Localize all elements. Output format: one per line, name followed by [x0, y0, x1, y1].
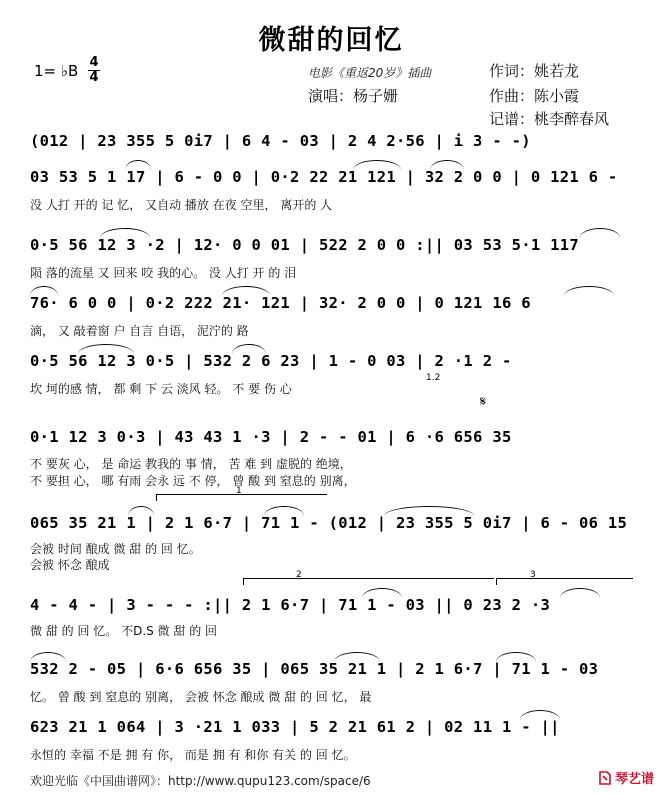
notation-row-7: 4 - 4 - | 3 - - - :|| 2 1 6·7 | 71 1 - 03 || 0 23 2 ·3 — [30, 596, 551, 614]
volta-2-bracket — [243, 578, 494, 585]
notation-row-2: 0·5 56 12 3 ·2 | 12· 0 0 01 | 522 2 0 0 :|| 03 53 5·1 117 — [30, 236, 580, 254]
transcriber-credit: 记谱：桃李醉春风 — [489, 110, 610, 128]
lyric-row-3-verse-1: 滴， 又 敲着窗 户 自言 自语， 泥泞的 路 — [30, 324, 249, 338]
slur-mark — [30, 652, 66, 662]
slur-mark — [100, 228, 150, 238]
time-signature-top: 4 — [89, 55, 99, 70]
lyric-row-4-verse-1: 坎 坷的感 情， 都 剩 下 云 淡风 轻。 不 要 伤 心 — [30, 382, 292, 396]
slur-mark — [334, 652, 380, 662]
slur-mark — [496, 652, 536, 662]
slur-mark — [520, 710, 560, 720]
slur-mark — [128, 506, 154, 516]
composer-credit: 作曲：陈小霞 — [489, 87, 580, 105]
notation-row-5: 0·1 12 3 0·3 | 43 43 1 ·3 | 2 - - 01 | 6 ·6 656 35 — [30, 428, 512, 446]
logo-text: 琴艺谱 — [614, 772, 654, 787]
notation-row-6: 065 35 21 1 | 2 1 6·7 | 71 1 - (012 | 23 355 5 0i7 | 6 - 06 15 — [30, 514, 628, 532]
slur-mark — [30, 286, 58, 296]
lyric-row-7-verse-1: 微 甜 的 回 忆。 不D.S 微 甜 的 回 — [30, 624, 218, 638]
lyric-row-5-verse-2: 不 要担 心， 哪 有雨 会永 远 不 停， 曾 酸 到 窒息的 别离， — [30, 474, 356, 488]
time-signature — [88, 56, 100, 85]
slur-mark — [353, 160, 401, 170]
song-title: 微甜的回忆 — [258, 25, 404, 56]
notation-row-0: (012 | 23 355 5 0i7 | 6 4 - 03 | 2 4 2·56 | i 3 - -) — [30, 132, 531, 150]
notation-row-8: 532 2 - 05 | 6·6 656 35 | 065 35 21 1 | 2 1 6·7 | 71 1 - 03 — [30, 660, 599, 678]
volta-2-label: 2 — [296, 570, 302, 580]
qinyipu-logo-icon — [598, 770, 612, 786]
footer-site-link[interactable]: 欢迎光临《中国曲谱网》：http://www.qupu123.com/space/6 — [30, 774, 371, 788]
lyric-row-8-verse-1: 忆。 曾 酸 到 窒息的 别离， 会被 怀念 酿成 微 甜 的 回 忆， 最 — [30, 690, 372, 704]
slur-mark — [564, 286, 614, 296]
volta-3-label: 3 — [530, 570, 536, 580]
notation-row-9: 623 21 1 064 | 3 ·21 1 033 | 5 2 21 61 2 | 02 11 1 - || — [30, 718, 560, 736]
notation-row-4: 0·5 56 12 3 0·5 | 532 2 6 23 | 1 - 0 03 | 2 ·1 2 - — [30, 352, 512, 370]
key-signature: 1= ♭B — [34, 62, 79, 80]
volta-3-bracket — [496, 578, 633, 585]
notation-row-3: 76· 6 0 0 | 0·2 222 21· 121 | 32· 2 0 0 | 0 121 16 6 — [30, 294, 531, 312]
slur-mark — [560, 588, 600, 598]
repeat-marks: 1.2 — [426, 373, 441, 383]
lyricist-credit: 作词：姚若龙 — [489, 62, 580, 80]
slur-mark — [232, 344, 266, 354]
slur-mark — [264, 506, 304, 516]
slur-mark — [430, 160, 464, 170]
slur-mark — [362, 588, 402, 598]
volta-1-label: 1 — [236, 486, 242, 496]
slur-mark — [222, 286, 270, 296]
site-logo[interactable] — [598, 768, 654, 787]
lyric-row-9-verse-1: 永恒的 幸福 不是 拥 有 你， 而是 拥 有 和你 有关 的 回 忆。 — [30, 748, 356, 762]
slur-mark — [78, 344, 134, 354]
slur-mark — [580, 228, 620, 238]
segno-sign: 𝄋 — [480, 394, 487, 410]
slur-mark — [125, 160, 151, 170]
lyric-row-2-verse-1: 陨 落的流星 又 回来 咬 我的心。 没 人打 开 的 泪 — [30, 266, 297, 280]
lyric-row-6-verse-2: 会被 怀念 酿成 — [30, 558, 110, 572]
lyric-row-6-verse-1: 会被 时间 酿成 微 甜 的 回 忆。 — [30, 542, 201, 556]
song-source: 电影《重返20岁》插曲 — [308, 66, 432, 80]
lyric-row-5-verse-1: 不 要灰 心， 是 命运 教我的 事 情， 苦 难 到 虚脱的 绝境， — [30, 457, 352, 471]
time-signature-bottom: 4 — [89, 70, 99, 85]
slur-mark — [384, 506, 474, 516]
lyric-row-1-verse-1: 没 人打 开的 记 忆， 又自动 播放 在夜 空里， 离开的 人 — [30, 198, 333, 212]
notation-row-1: 03 53 5 1 17 | 6 - 0 0 | 0·2 22 21 121 | 32 2 0 0 | 0 121 6 - — [30, 168, 618, 186]
singer-credit: 演唱：杨子姗 — [308, 87, 399, 105]
